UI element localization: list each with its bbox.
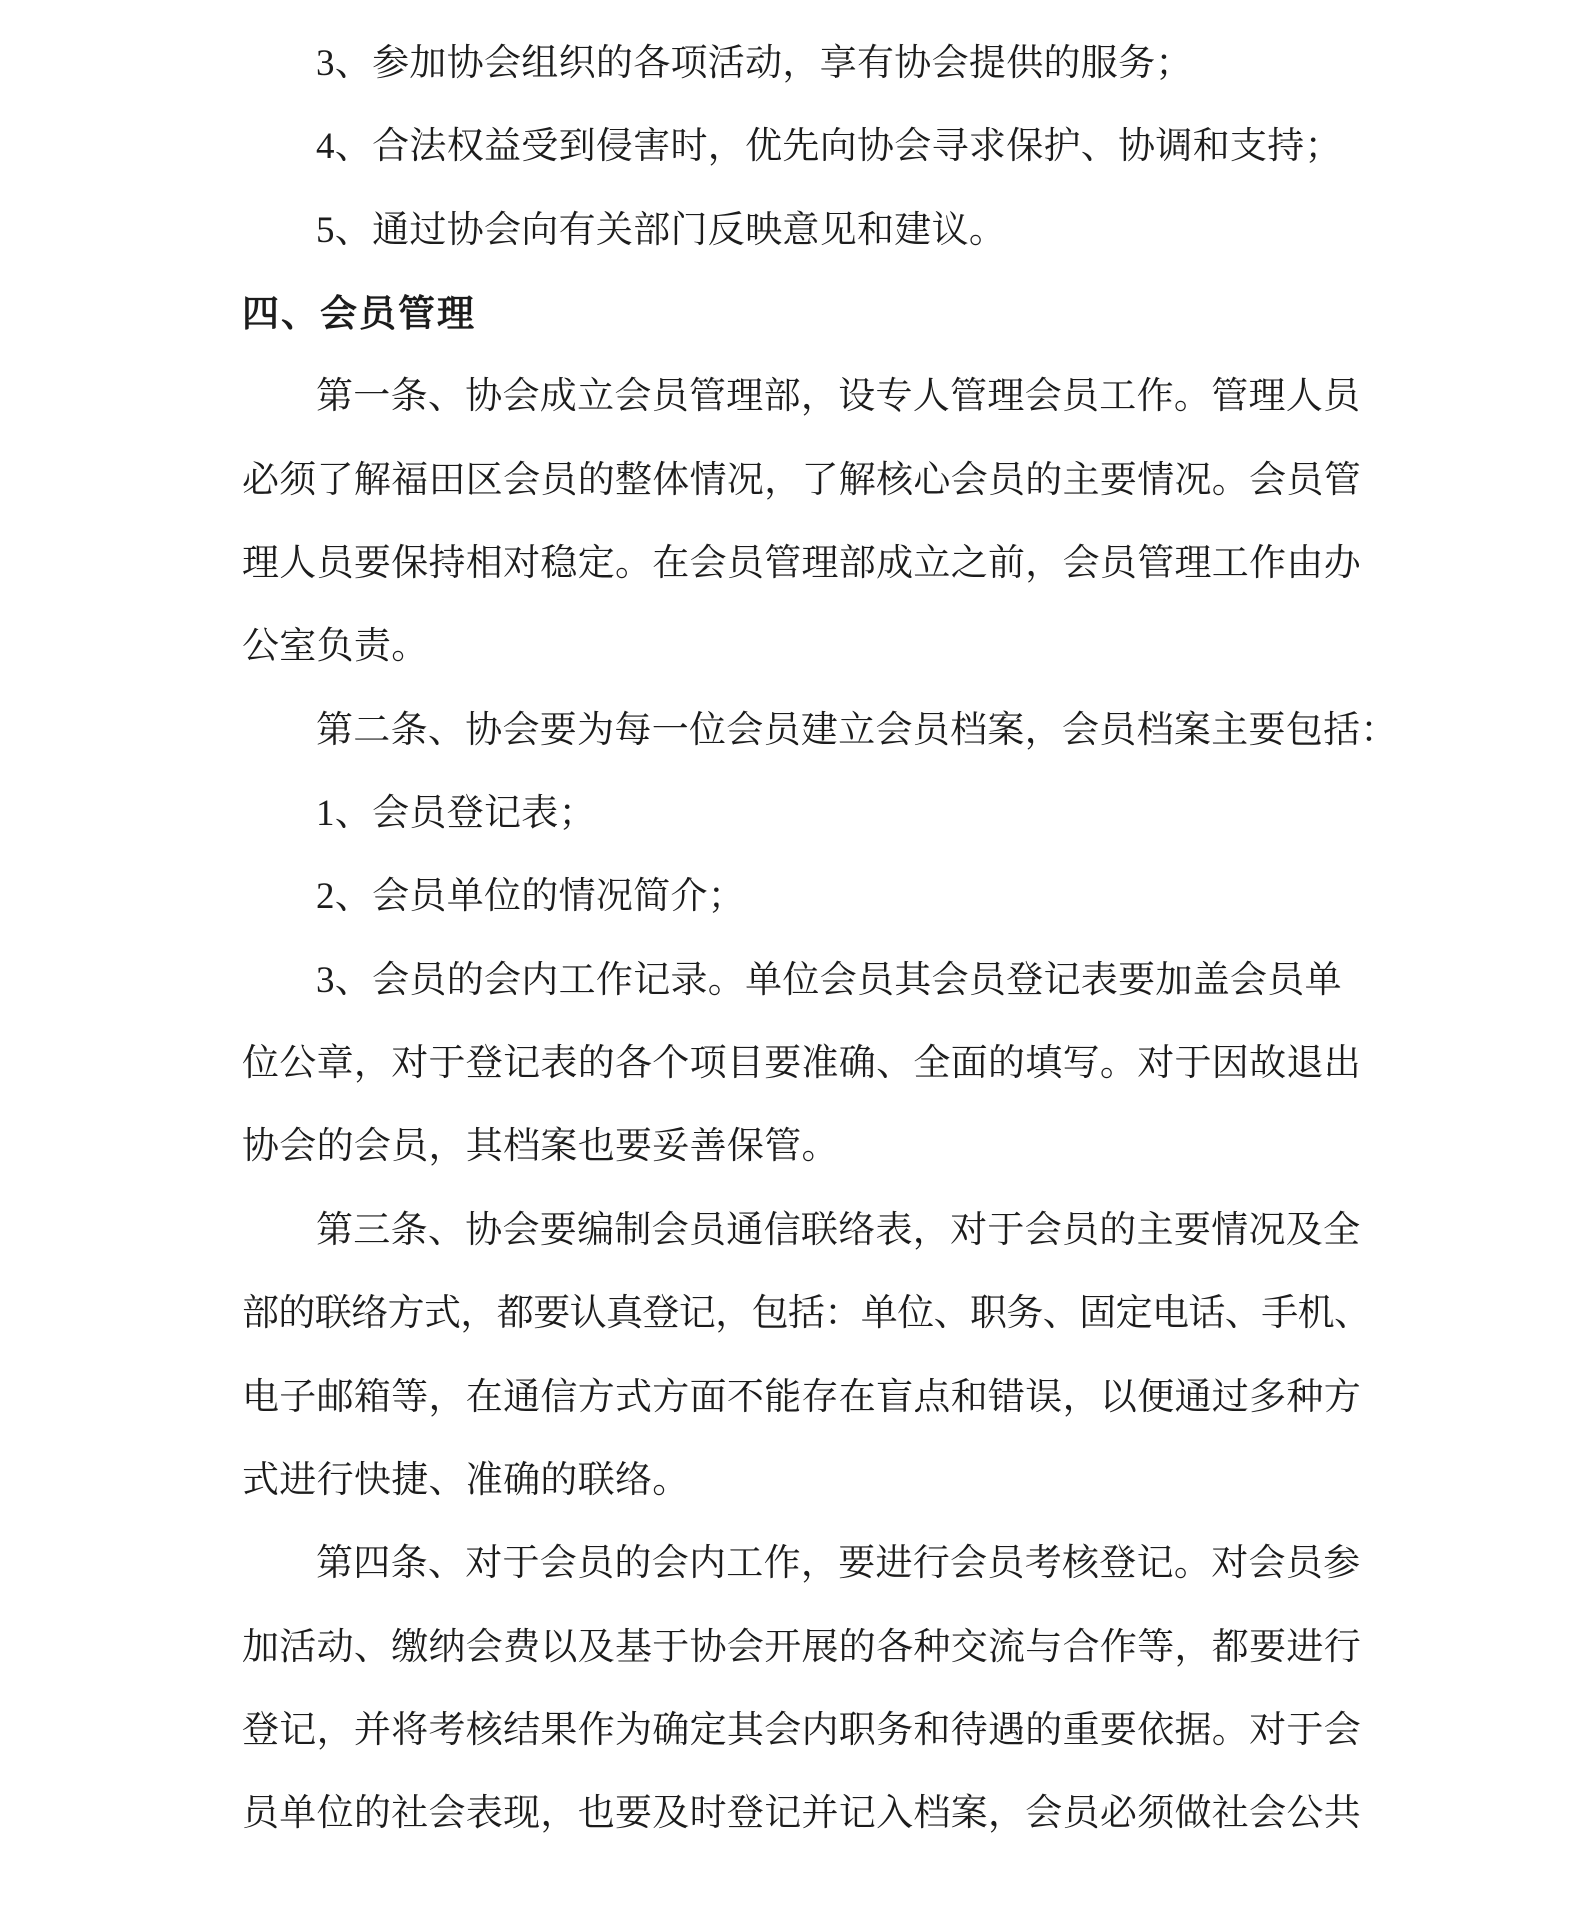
text-line: 部的联络方式，都要认真登记，包括：单位、职务、固定电话、手机、 <box>242 1293 1371 1335</box>
text-line: 登记，并将考核结果作为确定其会内职务和待遇的重要依据。对于会 <box>242 1709 1361 1751</box>
text-line: 4、合法权益受到侵害时，优先向协会寻求保护、协调和支持； <box>316 126 1342 168</box>
section-heading <box>242 272 1352 355</box>
text-line: 2、会员单位的情况简介； <box>316 876 746 918</box>
paragraph <box>242 1189 1371 1522</box>
paragraph <box>242 22 1352 105</box>
document-body <box>242 22 1398 1856</box>
text-line: 四、会员管理 <box>242 293 476 335</box>
text-line: 协会的会员，其档案也要妥善保管。 <box>242 1126 839 1168</box>
text-line: 第一条、协会成立会员管理部，设专人管理会员工作。管理人员 <box>316 376 1361 418</box>
text-line: 必须了解福田区会员的整体情况，了解核心会员的主要情况。会员管 <box>242 459 1361 501</box>
paragraph <box>242 1522 1361 1855</box>
paragraph <box>242 939 1361 1189</box>
text-line: 3、参加协会组织的各项活动，享有协会提供的服务； <box>316 43 1193 84</box>
text-line: 加活动、缴纳会费以及基于协会开展的各种交流与合作等，都要进行 <box>242 1626 1361 1668</box>
paragraph <box>242 689 1398 772</box>
text-line: 1、会员登记表； <box>316 793 596 835</box>
paragraph <box>242 105 1352 188</box>
text-line: 位公章，对于登记表的各个项目要准确、全面的填写。对于因故退出 <box>242 1043 1361 1085</box>
text-line: 公室负责。 <box>242 626 429 668</box>
text-line: 第二条、协会要为每一位会员建立会员档案，会员档案主要包括： <box>316 709 1398 751</box>
paragraph <box>242 772 1352 855</box>
text-line: 3、会员的会内工作记录。单位会员其会员登记表要加盖会员单 <box>316 959 1342 1001</box>
text-line: 理人员要保持相对稳定。在会员管理部成立之前，会员管理工作由办 <box>242 543 1361 585</box>
text-line: 5、通过协会向有关部门反映意见和建议。 <box>316 209 1007 251</box>
text-line: 第三条、协会要编制会员通信联络表，对于会员的主要情况及全 <box>316 1209 1361 1251</box>
paragraph <box>242 855 1352 938</box>
text-line: 第四条、对于会员的会内工作，要进行会员考核登记。对会员参 <box>316 1543 1361 1585</box>
text-line: 员单位的社会表现，也要及时登记并记入档案，会员必须做社会公共 <box>242 1793 1361 1835</box>
paragraph <box>242 355 1361 688</box>
paragraph <box>242 189 1352 272</box>
text-line: 电子邮箱等，在通信方式方面不能存在盲点和错误，以便通过多种方 <box>242 1376 1361 1418</box>
text-line: 式进行快捷、准确的联络。 <box>242 1459 690 1501</box>
